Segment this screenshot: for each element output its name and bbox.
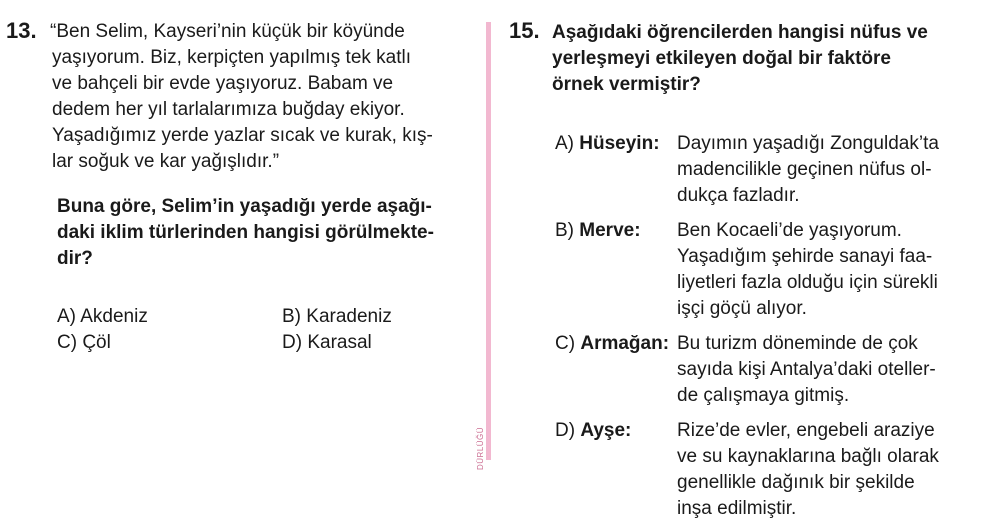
student-name: Ayşe: (580, 420, 632, 441)
student-name: Armağan: (580, 333, 670, 354)
q15-option-b[interactable] (555, 218, 641, 244)
student-name: Hüseyin: (579, 133, 660, 154)
student-name: Merve: (579, 220, 641, 241)
q13-question-line: daki iklim türlerinden hangisi görülmekte- (57, 222, 434, 243)
q15-question-line: yerleşmeyi etkileyen doğal bir faktöre (552, 48, 891, 69)
option-letter: B) (555, 220, 574, 241)
q13-option-c[interactable]: C) Çöl (57, 332, 111, 353)
q13-option-a[interactable]: A) Akdeniz (57, 306, 148, 327)
option-letter: A) (555, 133, 574, 154)
q15-option-a-line: Dayımın yaşadığı Zonguldak’ta (677, 133, 939, 154)
q13-question-line: Buna göre, Selim’in yaşadığı yerde aşağı- (57, 196, 432, 217)
q15-option-b-line: işçi göçü alıyor. (677, 298, 807, 319)
q15-option-a[interactable] (555, 131, 660, 157)
q13-passage-line: lar soğuk ve kar yağışlıdır.” (52, 151, 280, 172)
q15-question-line: Aşağıdaki öğrencilerden hangisi nüfus ve (552, 22, 928, 43)
q15-option-a-line: madencilikle geçinen nüfus ol- (677, 159, 932, 180)
q13-passage-line: dedem her yıl tarlalarımıza buğday ekiyor. (52, 99, 405, 120)
option-letter: C) (555, 333, 576, 354)
q15-option-d[interactable] (555, 418, 631, 444)
q15-option-b-line: Ben Kocaeli’de yaşıyorum. (677, 220, 902, 241)
q15-question-line: örnek vermiştir? (552, 74, 701, 95)
question-15-number: 15. (509, 18, 540, 43)
q15-option-c[interactable] (555, 331, 669, 357)
q15-option-d-line: genellikle dağınık bir şekilde (677, 472, 915, 493)
q15-option-c-line: de çalışmaya gitmiş. (677, 385, 850, 406)
column-divider (486, 22, 491, 460)
question-13-number: 13. (6, 18, 37, 43)
q13-passage-line: “Ben Selim, Kayseri’nin küçük bir köyünde (50, 21, 405, 42)
q15-option-d-line: inşa edilmiştir. (677, 498, 797, 519)
q15-option-a-line: dukça fazladır. (677, 185, 800, 206)
q13-passage-line: Yaşadığımız yerde yazlar sıcak ve kurak, kış- (52, 125, 433, 146)
q13-passage-line: yaşıyorum. Biz, kerpiçten yapılmış tek katlı (52, 47, 412, 68)
q15-option-d-line: Rize’de evler, engebeli araziye (677, 420, 935, 441)
q15-option-c-line: Bu turizm döneminde de çok (677, 333, 918, 354)
q13-question-line: dir? (57, 248, 93, 269)
q13-option-d[interactable]: D) Karasal (282, 332, 372, 353)
q13-option-b[interactable]: B) Karadeniz (282, 306, 392, 327)
q15-option-b-line: Yaşadığım şehirde sanayi faa- (677, 246, 933, 267)
option-letter: D) (555, 420, 576, 441)
q13-passage-line: ve bahçeli bir evde yaşıyoruz. Babam ve (52, 73, 394, 94)
q15-option-c-line: sayıda kişi Antalya’daki oteller- (677, 359, 936, 380)
q15-option-b-line: liyetleri fazla olduğu için sürekli (677, 272, 938, 293)
side-label: DÜRLÜĞÜ (476, 426, 485, 470)
q15-option-d-line: ve su kaynaklarına bağlı olarak (677, 446, 939, 467)
